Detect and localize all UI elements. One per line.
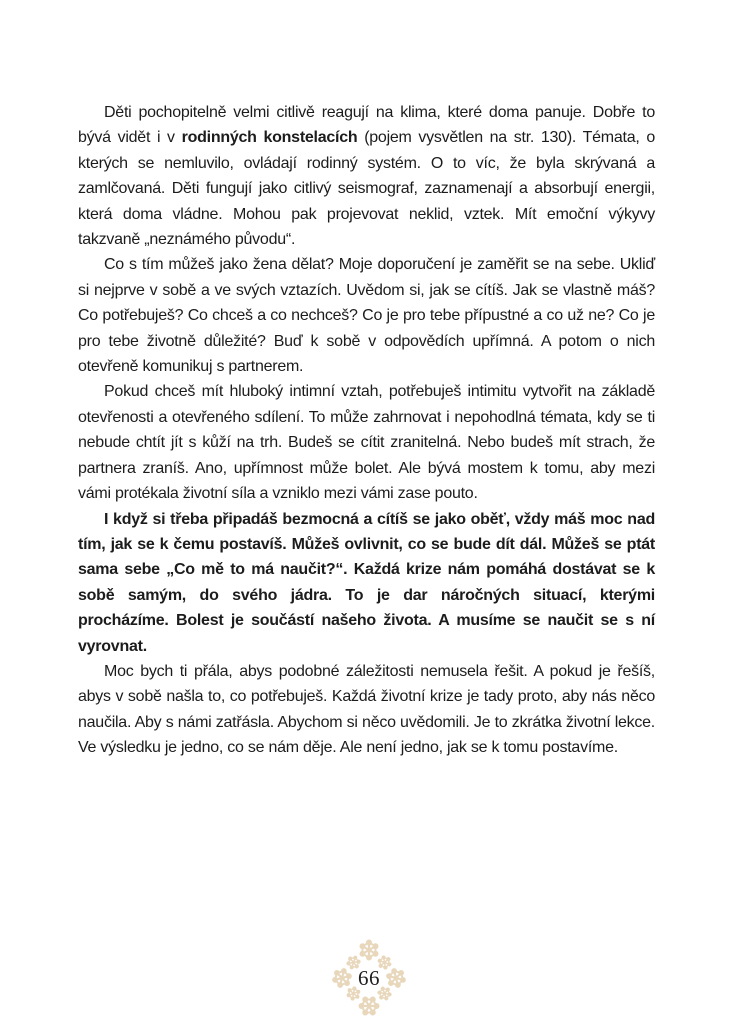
paragraph-1-text-cont: (pojem vysvětlen na str. 130). Témata, o kterých se nemluvilo, ovládají rodinný systém. O to víc, že byla skrývaná a zamlčovaná. Děti fungují jako citlivý seismograf, zaznamenají a absorbují energii, která doma vládne. Mohou pak projevovat neklid, vztek. Mít emoční výkyvy takzvaně „neznámého původu“. [78, 129, 655, 249]
page-number: 66 [358, 965, 380, 990]
paragraph-1 [78, 100, 655, 252]
paragraph-1-text: Děti pochopitelně velmi citlivě reagují na klima, které doma panuje. Dobře to bývá vidět i v [78, 104, 655, 147]
paragraph-1-bold-phrase: rodinných konstelacích [181, 129, 358, 147]
paragraph-2: Co s tím můžeš jako žena dělat? Moje doporučení je zaměřit se na sebe. Ukliď si nejprve v sobě a ve svých vztazích. Uvědom si, jak se cítíš. Jak se vlastně máš? Co potřebuješ? Co chceš a co nechceš? Co je pro tebe přípustné a co už ne? Co je pro tebe životně důležité? Buď k sobě v odpovědích upřímná. A potom o nich otevřeně komunikuj s partnerem. [78, 256, 655, 376]
body-text-block [78, 100, 655, 761]
paragraph-3: Pokud chceš mít hluboký intimní vztah, potřebuješ intimitu vytvořit na základě otevřenosti a otevřeného sdílení. To může zahrnovat i nepohodlná témata, kdy se ti nebude chtít jít s kůží na trh. Budeš se cítit zranitelná. Nebo budeš mít strach, že partnera zraníš. Ano, upřímnost může bolet. Ale bývá mostem k tomu, aby mezi vámi protékala životní síla a vzniklo mezi vámi zase pouto. [78, 383, 655, 503]
paragraph-5: Moc bych ti přála, abys podobné záležitosti nemusela řešit. A pokud je řešíš, abys v sobě našla to, co potřebuješ. Každá životní krize je tady proto, aby nás něco naučila. Aby s námi zatřásla. Abychom si něco uvědomili. Je to zkrátka životní lekce. Ve výsledku je jedno, co se nám děje. Ale není jedno, jak se k tomu postavíme. [78, 662, 655, 757]
paragraph-4-bold: I když si třeba připadáš bezmocná a cítíš se jako oběť, vždy máš moc nad tím, jak se k čemu postavíš. Můžeš ovlivnit, co se bude dít dál. Můžeš se ptát sama sebe „Co mě to má naučit?“. Každá krize nám pomáhá dostávat se k sobě samým, do svého jádra. To je dar náročných situací, kterými procházíme. Bolest je součástí našeho života. A musíme se naučit se s ní vyrovnat. [78, 510, 655, 655]
page-ornament [331, 939, 407, 1017]
